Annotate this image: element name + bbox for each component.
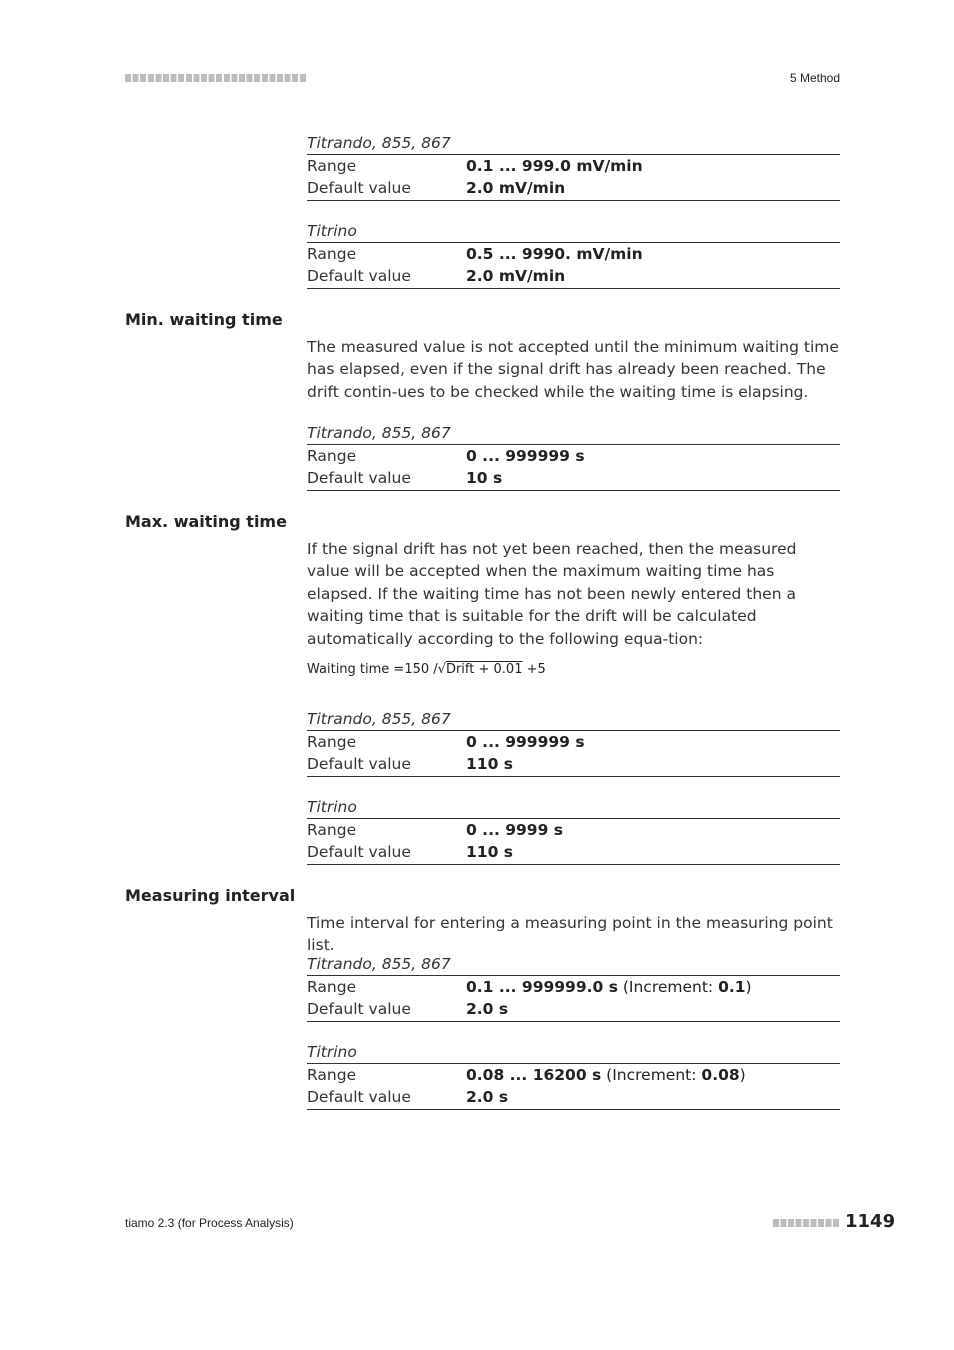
table-rule (307, 1108, 840, 1110)
row-value: 0.1 ... 999999.0 s (466, 978, 618, 996)
footer-decoration (773, 1219, 839, 1227)
section-text-measuring-interval: Time interval for entering a measuring point in the measuring point list. (307, 914, 833, 955)
table-rule (307, 863, 840, 865)
table-caption: Titrando, 855, 867 (307, 708, 840, 731)
row-value: 0 ... 999999 s (466, 447, 585, 465)
row-label: Range (307, 245, 357, 263)
table-row (307, 819, 840, 841)
increment-suffix: ) (745, 978, 752, 996)
row-value: 0.08 ... 16200 s (466, 1066, 602, 1084)
table-row (307, 445, 840, 467)
equation-rhs: +5 (522, 662, 546, 677)
row-value: 0.1 ... 999.0 mV/min (466, 157, 643, 175)
waiting-time-equation (307, 662, 546, 686)
table-caption: Titrino (307, 796, 840, 819)
row-value: 2.0 mV/min (466, 179, 566, 197)
row-label: Default value (307, 843, 411, 861)
section-text-max-waiting-time: If the signal drift has not yet been reached, then the measured value will be accepted when the maximum waiting time has elapsed. If the waiting time has not been newly entered then a waiting time that is suitable for the drift will be calculated automatically according to the following equa-tion: (307, 540, 797, 648)
table-rule (307, 775, 840, 777)
row-label: Range (307, 978, 357, 996)
table-row (307, 155, 840, 177)
section-text-min-waiting-time: The measured value is not accepted until the minimum waiting time has elapsed, even if the signal drift has already been reached. The drift contin-ues to be checked while the waiting time is elapsing. (307, 338, 839, 401)
table-row (307, 841, 840, 863)
table-caption: Titrando, 855, 867 (307, 422, 840, 445)
table-row (307, 265, 840, 287)
table-rule (307, 287, 840, 289)
table-row (307, 1086, 840, 1108)
table-caption: Titrando, 855, 867 (307, 953, 840, 976)
row-value: 10 s (466, 469, 503, 487)
interval-titrando-table (307, 953, 840, 1022)
row-label: Default value (307, 1000, 411, 1018)
row-label: Range (307, 821, 357, 839)
row-label: Default value (307, 1088, 411, 1106)
section-title-max-waiting-time: Max. waiting time (125, 512, 287, 531)
increment-prefix: (Increment: (601, 1066, 702, 1084)
table-row (307, 976, 840, 998)
table-caption: Titrando, 855, 867 (307, 132, 840, 155)
equation-lhs: Waiting time =150 / (307, 662, 438, 677)
table-row (307, 177, 840, 199)
equation-radicand: Drift + 0.01 (445, 662, 523, 677)
row-label: Default value (307, 469, 411, 487)
row-label: Range (307, 733, 357, 751)
row-value: 0.5 ... 9990. mV/min (466, 245, 643, 263)
table-rule (307, 199, 840, 201)
table-caption: Titrino (307, 1041, 840, 1064)
row-value: 2.0 mV/min (466, 267, 566, 285)
section-title-measuring-interval: Measuring interval (125, 886, 296, 905)
row-value: 0 ... 9999 s (466, 821, 564, 839)
drift-titrando-table (307, 132, 840, 201)
section-header: 5 Method (789, 71, 840, 85)
table-rule (307, 1020, 840, 1022)
row-label: Range (307, 447, 357, 465)
table-row (307, 753, 840, 775)
row-value: 2.0 s (466, 1000, 509, 1018)
table-row (307, 998, 840, 1020)
table-row (307, 731, 840, 753)
table-rule (307, 489, 840, 491)
drift-titrino-table (307, 220, 840, 289)
radical-sign: √ (437, 662, 446, 677)
increment-suffix: ) (739, 1066, 746, 1084)
increment-value: 0.1 (718, 978, 746, 996)
maxwait-titrando-table (307, 708, 840, 777)
footer-product: tiamo 2.3 (for Process Analysis) (125, 1216, 294, 1230)
table-caption: Titrino (307, 220, 840, 243)
row-label: Range (307, 1066, 357, 1084)
row-value: 2.0 s (466, 1088, 509, 1106)
minwait-titrando-table (307, 422, 840, 491)
row-value: 110 s (466, 843, 513, 861)
table-row (307, 1064, 840, 1086)
row-label: Default value (307, 179, 411, 197)
header-decoration (125, 74, 307, 82)
table-row (307, 243, 840, 265)
increment-prefix: (Increment: (617, 978, 719, 996)
interval-titrino-table (307, 1041, 840, 1110)
row-label: Range (307, 157, 357, 175)
page-number: 1149 (845, 1211, 896, 1232)
row-value: 0 ... 999999 s (466, 733, 585, 751)
table-row (307, 467, 840, 489)
maxwait-titrino-table (307, 796, 840, 865)
row-label: Default value (307, 755, 411, 773)
increment-value: 0.08 (701, 1066, 740, 1084)
row-label: Default value (307, 267, 411, 285)
row-value: 110 s (466, 755, 513, 773)
section-title-min-waiting-time: Min. waiting time (125, 310, 283, 329)
